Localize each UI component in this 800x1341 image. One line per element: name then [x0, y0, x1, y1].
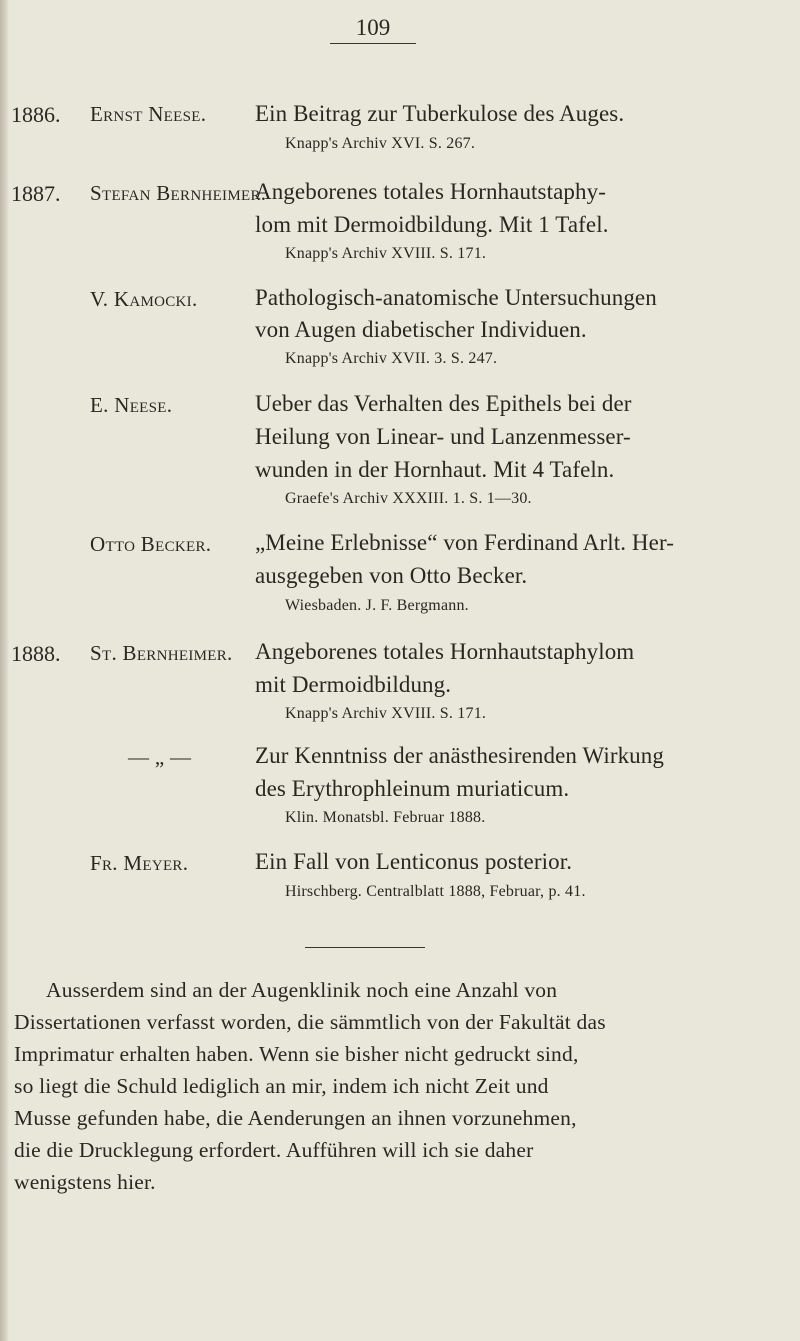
entry-title-line: Ueber das Verhalten des Epithels bei der — [255, 391, 632, 416]
entry-title-line: Ein Fall von Lenticonus posterior. — [255, 849, 573, 874]
entry-author: Fr. Meyer. — [90, 851, 189, 875]
entry-title-line: wunden in der Hornhaut. Mit 4 Tafeln. — [255, 457, 615, 482]
entry-title-line: Ein Beitrag zur Tuberkulose des Auges. — [255, 101, 625, 126]
entry-author: Stefan Bernheimer. — [90, 181, 267, 205]
paragraph-line: Ausserdem sind an der Augenklinik noch eine Anzahl von — [46, 978, 558, 1002]
entry-title-line: von Augen diabetischer Individuen. — [255, 317, 587, 342]
entry-title-line: Pathologisch-anatomische Untersuchungen — [255, 285, 657, 310]
entry-source: Knapp's Archiv XVIII. S. 171. — [285, 245, 487, 262]
paragraph-line: wenigstens hier. — [14, 1170, 156, 1194]
paragraph-line: so liegt die Schuld lediglich an mir, indem ich nicht Zeit und — [14, 1074, 549, 1098]
entry-title-line: „Meine Erlebnisse“ von Ferdinand Arlt. Her- — [255, 530, 674, 555]
page-number: 109 — [330, 15, 416, 44]
entry-author: Ernst Neese. — [90, 102, 207, 126]
entry-title-line: des Erythrophleinum muriaticum. — [255, 776, 570, 801]
entry-title-line: Angeborenes totales Hornhautstaphylom — [255, 639, 635, 664]
entry-year: 1887. — [11, 181, 61, 206]
paragraph-line: Musse gefunden habe, die Aenderungen an ihnen vorzunehmen, — [14, 1106, 577, 1130]
entry-title-line: lom mit Dermoidbildung. Mit 1 Tafel. — [255, 212, 609, 237]
entry-title-line: Zur Kenntniss der anästhesirenden Wirkung — [255, 743, 664, 768]
section-divider — [305, 947, 425, 948]
entry-source: Hirschberg. Centralblatt 1888, Februar, p. 41. — [285, 883, 586, 900]
entry-year: 1888. — [11, 641, 61, 666]
entry-author: V. Kamocki. — [90, 287, 198, 311]
entry-source: Graefe's Archiv XXXIII. 1. S. 1—30. — [285, 490, 532, 507]
entry-author: Otto Becker. — [90, 532, 212, 556]
entry-source: Wiesbaden. J. F. Bergmann. — [285, 597, 469, 614]
entry-title-line: Angeborenes totales Hornhautstaphy- — [255, 179, 606, 204]
paragraph-line: Dissertationen verfasst worden, die sämmtlich von der Fakultät das — [14, 1010, 606, 1034]
entry-author: E. Neese. — [90, 393, 173, 417]
entry-author: — „ — — [128, 745, 192, 769]
entry-title-line: mit Dermoidbildung. — [255, 672, 452, 697]
page-spine-shadow — [0, 0, 9, 1341]
entry-year: 1886. — [11, 102, 61, 127]
entry-title-line: Heilung von Linear- und Lanzenmesser- — [255, 424, 631, 449]
entry-source: Knapp's Archiv XVIII. S. 171. — [285, 705, 487, 722]
entry-title-line: ausgegeben von Otto Becker. — [255, 563, 528, 588]
paragraph-line: Imprimatur erhalten haben. Wenn sie bisher nicht gedruckt sind, — [14, 1042, 579, 1066]
entry-source: Knapp's Archiv XVII. 3. S. 247. — [285, 350, 498, 367]
entry-source: Knapp's Archiv XVI. S. 267. — [285, 135, 476, 152]
entry-source: Klin. Monatsbl. Februar 1888. — [285, 809, 486, 826]
paragraph-line: die die Drucklegung erfordert. Aufführen will ich sie daher — [14, 1138, 534, 1162]
entry-author: St. Bernheimer. — [90, 641, 233, 665]
